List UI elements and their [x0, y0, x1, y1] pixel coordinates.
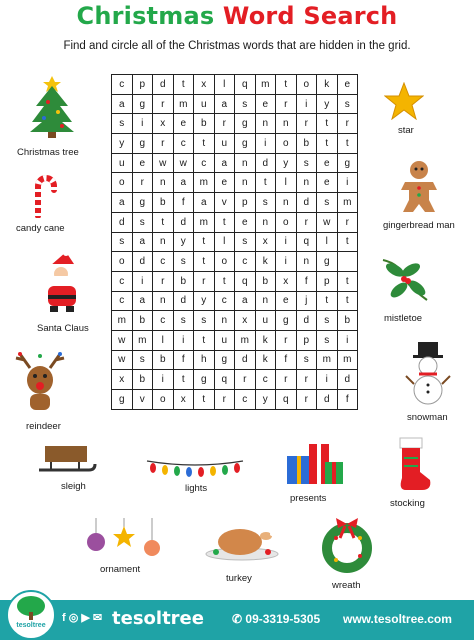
- grid-cell[interactable]: r: [337, 114, 358, 134]
- grid-cell[interactable]: e: [235, 212, 256, 232]
- grid-cell[interactable]: f: [337, 390, 358, 410]
- grid-cell[interactable]: r: [132, 173, 153, 193]
- grid-cell[interactable]: i: [132, 271, 153, 291]
- grid-cell[interactable]: c: [112, 291, 133, 311]
- grid-cell[interactable]: b: [153, 193, 174, 213]
- grid-cell[interactable]: l: [153, 330, 174, 350]
- grid-cell[interactable]: i: [132, 114, 153, 134]
- grid-cell[interactable]: m: [194, 212, 215, 232]
- grid-cell[interactable]: c: [153, 252, 174, 272]
- label-mistletoe: mistletoe: [384, 313, 423, 324]
- mistletoe-icon: [377, 250, 433, 306]
- grid-cell[interactable]: d: [112, 212, 133, 232]
- social-icons[interactable]: f ◎ ▶ ✉: [62, 612, 103, 624]
- christmas-tree-icon: [28, 72, 76, 138]
- grid-cell[interactable]: n: [255, 291, 276, 311]
- grid-cell[interactable]: u: [214, 330, 235, 350]
- grid-cell[interactable]: s: [173, 311, 194, 331]
- grid-row: [112, 173, 358, 193]
- grid-cell[interactable]: t: [337, 291, 358, 311]
- grid-cell[interactable]: k: [255, 330, 276, 350]
- grid-cell[interactable]: c: [173, 134, 194, 154]
- grid-cell[interactable]: g: [235, 134, 256, 154]
- grid-cell[interactable]: s: [296, 350, 317, 370]
- grid-cell[interactable]: w: [112, 350, 133, 370]
- grid-cell[interactable]: p: [235, 193, 256, 213]
- grid-cell[interactable]: d: [153, 75, 174, 95]
- grid-cell[interactable]: y: [112, 134, 133, 154]
- grid-row: [112, 75, 358, 95]
- grid-cell[interactable]: b: [132, 311, 153, 331]
- grid-cell[interactable]: o: [214, 252, 235, 272]
- grid-cell[interactable]: r: [235, 370, 256, 390]
- grid-cell[interactable]: t: [276, 75, 297, 95]
- grid-cell[interactable]: t: [153, 212, 174, 232]
- grid-row: [112, 94, 358, 114]
- grid-cell[interactable]: m: [255, 75, 276, 95]
- grid-cell[interactable]: i: [276, 232, 297, 252]
- grid-cell[interactable]: f: [173, 350, 194, 370]
- label-ornament: ornament: [100, 564, 141, 575]
- grid-cell[interactable]: n: [276, 193, 297, 213]
- grid-cell[interactable]: g: [276, 311, 297, 331]
- grid-cell[interactable]: e: [317, 173, 338, 193]
- grid-cell[interactable]: x: [194, 75, 215, 95]
- grid-cell[interactable]: m: [194, 173, 215, 193]
- label-presents: presents: [290, 493, 327, 504]
- grid-cell[interactable]: v: [214, 193, 235, 213]
- grid-row: [112, 311, 358, 331]
- grid-cell[interactable]: o: [153, 390, 174, 410]
- grid-cell[interactable]: x: [276, 271, 297, 291]
- grid-cell[interactable]: t: [337, 271, 358, 291]
- grid-cell[interactable]: l: [214, 75, 235, 95]
- grid-row: [112, 291, 358, 311]
- grid-cell[interactable]: s: [235, 232, 256, 252]
- grid-cell[interactable]: c: [112, 75, 133, 95]
- grid-cell[interactable]: c: [194, 153, 215, 173]
- sleigh-icon: [37, 440, 97, 478]
- grid-cell[interactable]: q: [235, 75, 256, 95]
- grid-cell[interactable]: m: [317, 350, 338, 370]
- grid-cell[interactable]: t: [194, 134, 215, 154]
- grid-cell[interactable]: s: [255, 193, 276, 213]
- grid-row: [112, 232, 358, 252]
- grid-row: [112, 370, 358, 390]
- grid-cell[interactable]: k: [255, 252, 276, 272]
- label-star: star: [398, 125, 414, 136]
- grid-cell[interactable]: e: [173, 114, 194, 134]
- label-wreath: wreath: [332, 580, 361, 591]
- grid-cell[interactable]: [337, 252, 358, 272]
- grid-cell[interactable]: a: [173, 173, 194, 193]
- grid-cell[interactable]: o: [296, 75, 317, 95]
- grid-cell[interactable]: w: [112, 330, 133, 350]
- grid-cell[interactable]: k: [317, 75, 338, 95]
- grid-cell[interactable]: e: [317, 153, 338, 173]
- grid-cell[interactable]: s: [132, 350, 153, 370]
- grid-cell[interactable]: e: [214, 173, 235, 193]
- grid-cell[interactable]: r: [296, 370, 317, 390]
- grid-cell[interactable]: n: [255, 114, 276, 134]
- star-icon: [384, 82, 424, 120]
- grid-cell[interactable]: s: [132, 212, 153, 232]
- label-stocking: stocking: [390, 498, 425, 509]
- grid-cell[interactable]: f: [296, 271, 317, 291]
- grid-row: [112, 153, 358, 173]
- grid-row: [112, 193, 358, 213]
- wreath-icon: [318, 516, 376, 576]
- grid-row: [112, 330, 358, 350]
- grid-cell[interactable]: i: [337, 330, 358, 350]
- grid-cell[interactable]: d: [173, 212, 194, 232]
- grid-cell[interactable]: c: [235, 252, 256, 272]
- grid-row: [112, 350, 358, 370]
- grid-cell[interactable]: s: [296, 153, 317, 173]
- label-snowman: snowman: [407, 412, 448, 423]
- grid-cell[interactable]: s: [173, 252, 194, 272]
- grid-cell[interactable]: s: [317, 193, 338, 213]
- grid-cell[interactable]: g: [235, 114, 256, 134]
- grid-cell[interactable]: d: [173, 291, 194, 311]
- grid-cell[interactable]: b: [337, 311, 358, 331]
- grid-cell[interactable]: g: [317, 252, 338, 272]
- grid-cell[interactable]: e: [276, 291, 297, 311]
- grid-cell[interactable]: m: [132, 330, 153, 350]
- tesoltree-logo: [6, 590, 56, 640]
- grid-cell[interactable]: r: [296, 390, 317, 410]
- grid-cell[interactable]: g: [112, 390, 133, 410]
- grid-cell[interactable]: q: [276, 390, 297, 410]
- grid-cell[interactable]: s: [235, 94, 256, 114]
- label-gingerbread-man: gingerbread man: [383, 220, 455, 231]
- grid-cell[interactable]: s: [317, 311, 338, 331]
- grid-cell[interactable]: n: [153, 291, 174, 311]
- grid-cell[interactable]: p: [317, 271, 338, 291]
- candy-cane-icon: [30, 172, 58, 218]
- grid-cell[interactable]: n: [235, 153, 256, 173]
- turkey-icon: [204, 522, 280, 562]
- grid-row: [112, 252, 358, 272]
- grid-cell[interactable]: a: [132, 232, 153, 252]
- grid-cell[interactable]: a: [214, 94, 235, 114]
- grid-cell[interactable]: m: [112, 311, 133, 331]
- grid-cell[interactable]: v: [132, 390, 153, 410]
- grid-cell[interactable]: l: [276, 173, 297, 193]
- logo-text: tesoltree: [16, 622, 46, 629]
- grid-cell[interactable]: j: [296, 291, 317, 311]
- grid-cell[interactable]: w: [317, 212, 338, 232]
- grid-cell[interactable]: b: [296, 134, 317, 154]
- grid-cell[interactable]: b: [132, 370, 153, 390]
- instructions: Find and circle all of the Christmas words that are hidden in the grid.: [63, 40, 411, 52]
- grid-cell[interactable]: f: [276, 350, 297, 370]
- footer-brand: tesoltree: [112, 608, 204, 629]
- grid-cell[interactable]: y: [276, 153, 297, 173]
- grid-cell[interactable]: n: [276, 114, 297, 134]
- grid-cell[interactable]: r: [276, 330, 297, 350]
- grid-cell[interactable]: k: [255, 350, 276, 370]
- grid-cell[interactable]: b: [194, 114, 215, 134]
- grid-cell[interactable]: i: [173, 330, 194, 350]
- grid-cell[interactable]: g: [214, 350, 235, 370]
- grid-cell[interactable]: t: [317, 291, 338, 311]
- grid-cell[interactable]: c: [255, 370, 276, 390]
- grid-cell[interactable]: s: [317, 330, 338, 350]
- grid-cell[interactable]: t: [194, 252, 215, 272]
- grid-cell[interactable]: a: [194, 193, 215, 213]
- grid-cell[interactable]: r: [214, 390, 235, 410]
- grid-cell[interactable]: o: [276, 134, 297, 154]
- grid-cell[interactable]: a: [112, 193, 133, 213]
- grid-row: [112, 390, 358, 410]
- grid-cell[interactable]: s: [112, 114, 133, 134]
- grid-cell[interactable]: r: [276, 370, 297, 390]
- grid-cell[interactable]: t: [317, 134, 338, 154]
- grid-cell[interactable]: m: [337, 350, 358, 370]
- grid-cell[interactable]: a: [235, 291, 256, 311]
- grid-cell[interactable]: q: [214, 370, 235, 390]
- grid-cell[interactable]: t: [173, 370, 194, 390]
- grid-cell[interactable]: e: [337, 75, 358, 95]
- footer-phone[interactable]: ✆ 09-3319-5305: [232, 612, 321, 626]
- title-part-christmas: Christmas: [76, 2, 215, 30]
- grid-cell[interactable]: p: [296, 330, 317, 350]
- label-lights: lights: [185, 483, 208, 494]
- grid-cell[interactable]: s: [194, 311, 215, 331]
- word-search-grid[interactable]: [111, 74, 358, 410]
- grid-cell[interactable]: x: [153, 114, 174, 134]
- grid-cell[interactable]: d: [317, 390, 338, 410]
- grid-cell[interactable]: i: [317, 370, 338, 390]
- grid-cell[interactable]: i: [296, 94, 317, 114]
- grid-cell[interactable]: i: [255, 134, 276, 154]
- grid-cell[interactable]: n: [153, 232, 174, 252]
- footer-website[interactable]: www.tesoltree.com: [343, 612, 452, 626]
- grid-cell[interactable]: t: [194, 330, 215, 350]
- grid-cell[interactable]: t: [194, 390, 215, 410]
- grid-cell[interactable]: u: [255, 311, 276, 331]
- title-part-word-search: Word Search: [222, 2, 398, 30]
- grid-cell[interactable]: r: [153, 271, 174, 291]
- grid-cell[interactable]: q: [296, 232, 317, 252]
- grid-cell[interactable]: r: [296, 212, 317, 232]
- grid-row: [112, 271, 358, 291]
- grid-cell[interactable]: u: [112, 153, 133, 173]
- grid-cell[interactable]: o: [112, 252, 133, 272]
- label-christmas-tree: Christmas tree: [17, 147, 79, 158]
- label-turkey: turkey: [226, 573, 252, 584]
- grid-cell[interactable]: l: [317, 232, 338, 252]
- grid-cell[interactable]: b: [153, 350, 174, 370]
- grid-cell[interactable]: r: [214, 114, 235, 134]
- grid-cell[interactable]: d: [255, 153, 276, 173]
- grid-cell[interactable]: y: [255, 390, 276, 410]
- grid-cell[interactable]: o: [276, 212, 297, 232]
- grid-cell[interactable]: c: [235, 390, 256, 410]
- grid-cell[interactable]: t: [255, 173, 276, 193]
- grid-cell[interactable]: t: [337, 134, 358, 154]
- grid-cell[interactable]: b: [255, 271, 276, 291]
- grid-cell[interactable]: n: [235, 173, 256, 193]
- grid-cell[interactable]: n: [296, 173, 317, 193]
- ornament-icon: [84, 518, 164, 562]
- grid-cell[interactable]: g: [337, 153, 358, 173]
- page-title: [0, 2, 474, 30]
- grid-cell[interactable]: g: [132, 193, 153, 213]
- grid-cell[interactable]: y: [317, 94, 338, 114]
- grid-cell[interactable]: t: [337, 232, 358, 252]
- grid-cell[interactable]: r: [194, 271, 215, 291]
- grid-cell[interactable]: r: [153, 134, 174, 154]
- grid-cell[interactable]: e: [255, 94, 276, 114]
- grid-cell[interactable]: i: [276, 252, 297, 272]
- grid-cell[interactable]: n: [214, 311, 235, 331]
- snowman-icon: [404, 340, 452, 406]
- grid-cell[interactable]: u: [214, 134, 235, 154]
- grid-cell[interactable]: m: [235, 330, 256, 350]
- grid-cell[interactable]: r: [276, 94, 297, 114]
- grid-cell[interactable]: n: [153, 173, 174, 193]
- grid-cell[interactable]: t: [214, 271, 235, 291]
- grid-cell[interactable]: a: [112, 94, 133, 114]
- grid-cell[interactable]: r: [153, 94, 174, 114]
- grid-cell[interactable]: y: [173, 232, 194, 252]
- grid-cell[interactable]: g: [132, 134, 153, 154]
- reindeer-icon: [12, 348, 68, 416]
- grid-cell[interactable]: t: [194, 232, 215, 252]
- grid-cell[interactable]: x: [173, 390, 194, 410]
- grid-cell[interactable]: u: [194, 94, 215, 114]
- grid-cell[interactable]: x: [235, 311, 256, 331]
- grid-cell[interactable]: n: [255, 212, 276, 232]
- grid-row: [112, 212, 358, 232]
- grid-cell[interactable]: t: [173, 75, 194, 95]
- grid-cell[interactable]: q: [235, 271, 256, 291]
- grid-cell[interactable]: h: [194, 350, 215, 370]
- grid-cell[interactable]: d: [296, 311, 317, 331]
- grid-row: [112, 114, 358, 134]
- lights-icon: [145, 455, 245, 477]
- label-santa-claus: Santa Claus: [37, 323, 89, 334]
- grid-cell[interactable]: e: [132, 153, 153, 173]
- grid-cell[interactable]: c: [153, 311, 174, 331]
- grid-cell[interactable]: c: [214, 291, 235, 311]
- grid-cell[interactable]: t: [317, 114, 338, 134]
- grid-cell[interactable]: a: [132, 291, 153, 311]
- stocking-icon: [392, 436, 432, 494]
- grid-cell[interactable]: f: [173, 193, 194, 213]
- grid-cell[interactable]: d: [296, 193, 317, 213]
- gingerbread-man-icon: [397, 160, 441, 214]
- grid-cell[interactable]: g: [194, 370, 215, 390]
- label-sleigh: sleigh: [61, 481, 86, 492]
- grid-cell[interactable]: w: [153, 153, 174, 173]
- grid-cell[interactable]: d: [132, 252, 153, 272]
- grid-cell[interactable]: i: [337, 173, 358, 193]
- santa-claus-icon: [40, 250, 84, 314]
- label-candy-cane: candy cane: [16, 223, 65, 234]
- grid-cell[interactable]: s: [112, 232, 133, 252]
- grid-cell[interactable]: t: [214, 212, 235, 232]
- tree-logo-icon: [8, 592, 54, 622]
- grid-cell[interactable]: m: [337, 193, 358, 213]
- grid-cell[interactable]: c: [112, 271, 133, 291]
- grid-cell[interactable]: s: [337, 94, 358, 114]
- grid-cell[interactable]: x: [255, 232, 276, 252]
- grid-cell[interactable]: w: [173, 153, 194, 173]
- grid-cell[interactable]: i: [153, 370, 174, 390]
- grid-cell[interactable]: r: [296, 114, 317, 134]
- grid-cell[interactable]: b: [173, 271, 194, 291]
- grid-row: [112, 134, 358, 154]
- grid-cell[interactable]: r: [337, 212, 358, 232]
- grid-cell[interactable]: g: [132, 94, 153, 114]
- grid-cell[interactable]: m: [173, 94, 194, 114]
- grid-cell[interactable]: o: [112, 173, 133, 193]
- grid-cell[interactable]: x: [112, 370, 133, 390]
- grid-cell[interactable]: p: [132, 75, 153, 95]
- presents-icon: [283, 438, 345, 488]
- grid-cell[interactable]: n: [296, 252, 317, 272]
- label-reindeer: reindeer: [26, 421, 61, 432]
- grid-cell[interactable]: d: [235, 350, 256, 370]
- footer-bar: [0, 600, 474, 640]
- grid-cell[interactable]: d: [337, 370, 358, 390]
- grid-cell[interactable]: l: [214, 232, 235, 252]
- grid-cell[interactable]: a: [214, 153, 235, 173]
- grid-cell[interactable]: y: [194, 291, 215, 311]
